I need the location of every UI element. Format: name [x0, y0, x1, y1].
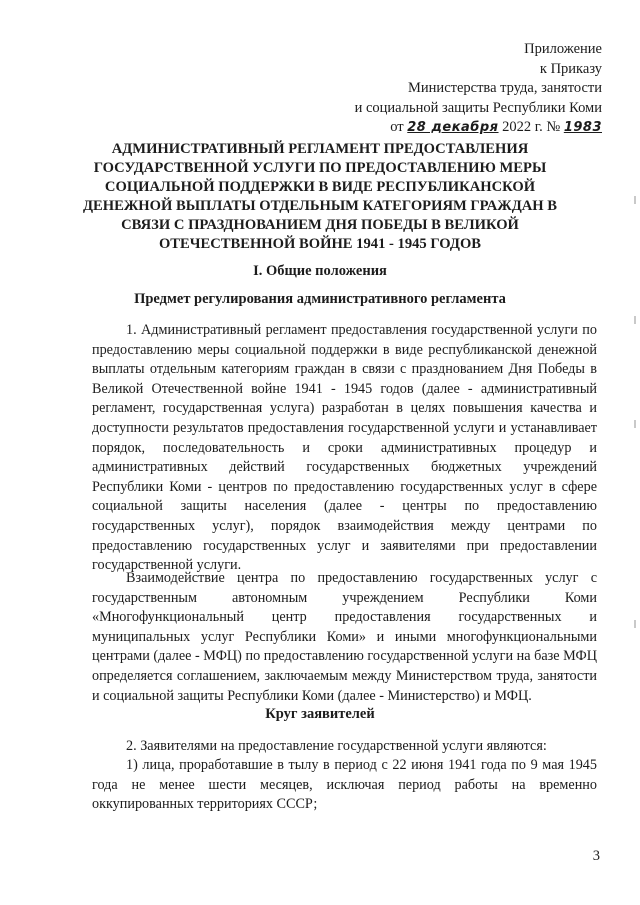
paragraph-1: 1. Административный регламент предоставления государственной услуги по предоставлению меры социальной поддержки в виде республиканской денежной выплаты отдельным категориям граждан в связи с празднованием Дня Победы в Великой Отечественной войне 1941 - 1945 годов (далее - административный регламент, государственная услуга) разработан в целях повышения качества и доступности результатов предоставления государственной услуги и устанавливает порядок, последовательность и сроки административных процедур и административных действий государственных бюджетных учреждений Республики Коми - центров по предоставлению государственных услуг в сфере социальной защиты населения (далее - центры по предоставлению государственных услуг), порядок взаимодействия между центрами по предоставлению государственных услуг и заявителями при предоставлении государственной услуги. [92, 322, 597, 574]
paragraph-2: Взаимодействие центра по предоставлению государственных услуг с государственным автономным учреждением Республики Коми «Многофункциональный центр предоставления государственных и муниципальных услуг Республики Коми» и иными многофункциональными центрами (далее - МФЦ) по предоставлению государственной услуги на базе МФЦ определяется соглашением, заключаемым между Министерством труда, занятости и социальной защиты Республики Коми (далее - Министерство) и МФЦ. [92, 570, 597, 704]
scan-edge-mark [634, 316, 636, 324]
approval-line-1: Приложение [524, 41, 602, 57]
section-heading-applicants: Круг заявителей [265, 706, 375, 722]
paragraph-3: 2. Заявителями на предоставление государственной услуги являются: [126, 738, 547, 754]
approval-year-text: 2022 г. № [502, 119, 561, 135]
section-heading-general: I. Общие положения [253, 263, 387, 279]
handwritten-date: 28 декабря [407, 120, 499, 135]
section-heading-subject: Предмет регулирования административного регламента [134, 291, 506, 307]
approval-line-4: и социальной защиты Республики Коми [354, 99, 602, 116]
approval-block [355, 40, 602, 138]
scan-edge-mark [634, 196, 636, 204]
scan-edge-mark [634, 620, 636, 628]
scan-edge-mark [634, 420, 636, 428]
approval-date-line [355, 118, 602, 138]
handwritten-number: 1983 [563, 120, 602, 135]
page-number: 3 [592, 848, 600, 864]
document-title: АДМИНИСТРАТИВНЫЙ РЕГЛАМЕНТ ПРЕДОСТАВЛЕНИЯ ГОСУДАРСТВЕННОЙ УСЛУГИ ПО ПРЕДОСТАВЛЕНИЮ МЕРЫ СОЦИАЛЬНОЙ ПОДДЕРЖКИ В ВИДЕ РЕСПУБЛИКАНСКОЙ ДЕНЕЖНОЙ ВЫПЛАТЫ ОТДЕЛЬНЫМ КАТЕГОРИЯМ ГРАЖДАН В СВЯЗИ С ПРАЗДНОВАНИЕМ ДНЯ ПОБЕДЫ В ВЕЛИКОЙ ОТЕЧЕСТВЕННОЙ ВОЙНЕ 1941 - 1945 ГОДОВ [82, 141, 558, 252]
approval-line-3: Министерства труда, занятости [408, 80, 602, 96]
approval-prefix: от [390, 119, 404, 135]
paragraph-4: 1) лица, проработавшие в тылу в период с 22 июня 1941 года по 9 мая 1945 года не менее шести месяцев, исключая период работы на временно оккупированных территориях СССР; [92, 757, 597, 813]
approval-line-2: к Приказу [539, 60, 602, 77]
